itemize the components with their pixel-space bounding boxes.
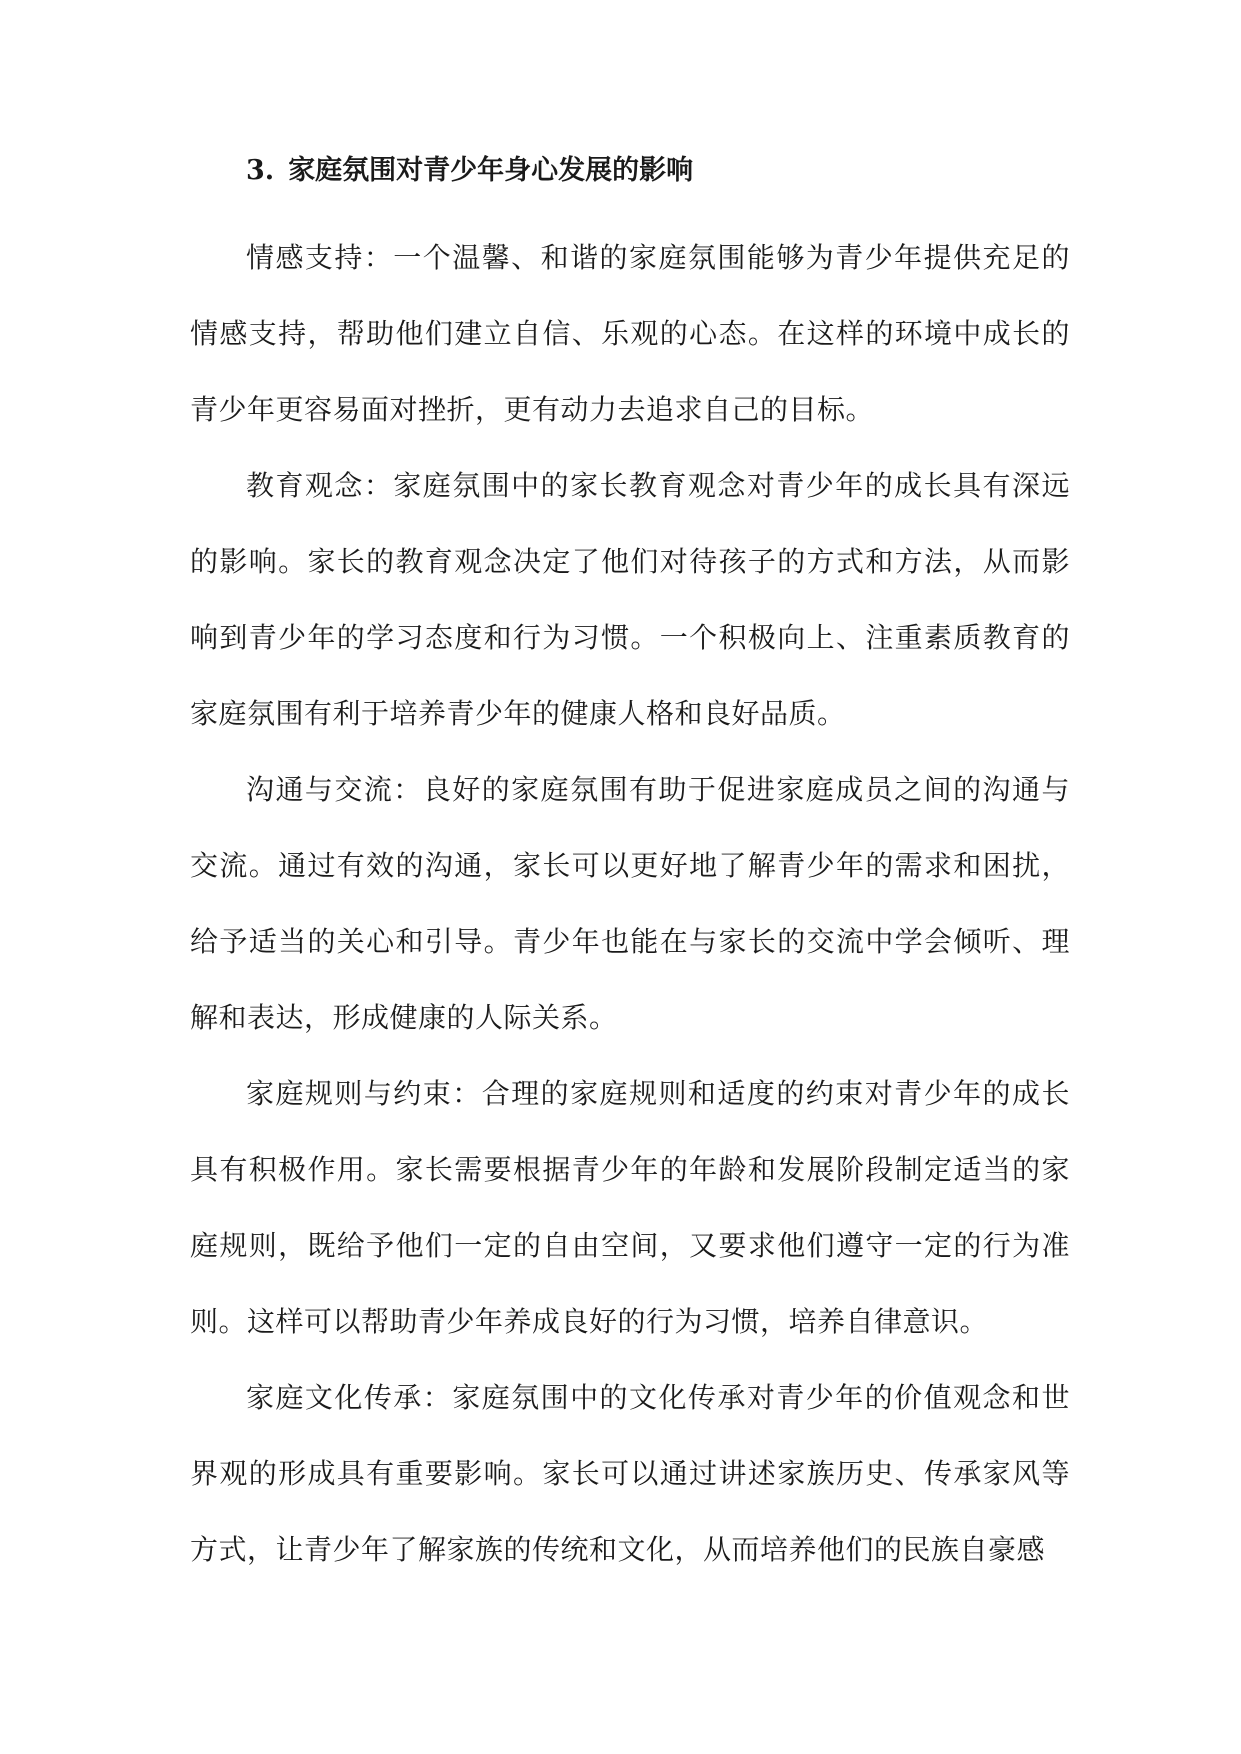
paragraph-emotional-support: 情感支持：一个温馨、和谐的家庭氛围能够为青少年提供充足的情感支持，帮助他们建立自信、乐观的心态。在这样的环境中成长的青少年更容易面对挫折，更有动力去追求自己的目标。 [190, 241, 1070, 426]
paragraph-family-rules: 家庭规则与约束：合理的家庭规则和适度的约束对青少年的成长具有积极作用。家长需要根据青少年的年龄和发展阶段制定适当的家庭规则，既给予他们一定的自由空间，又要求他们遵守一定的行为准则。这样可以帮助青少年养成良好的行为习惯，培养自律意识。 [190, 1077, 1070, 1338]
section-title: 家庭氛围对青少年身心发展的影响 [288, 155, 694, 186]
paragraph-family-culture: 家庭文化传承：家庭氛围中的文化传承对青少年的价值观念和世界观的形成具有重要影响。家长可以通过讲述家族历史、传承家风等方式，让青少年了解家族的传统和文化，从而培养他们的民族自豪感 [190, 1381, 1070, 1566]
section-number: 3. [246, 155, 275, 186]
paragraph-education-concept: 教育观念：家庭氛围中的家长教育观念对青少年的成长具有深远的影响。家长的教育观念决定了他们对待孩子的方式和方法，从而影响到青少年的学习态度和行为习惯。一个积极向上、注重素质教育的家庭氛围有利于培养青少年的健康人格和良好品质。 [190, 469, 1070, 730]
paragraph-communication: 沟通与交流：良好的家庭氛围有助于促进家庭成员之间的沟通与交流。通过有效的沟通，家长可以更好地了解青少年的需求和困扰，给予适当的关心和引导。青少年也能在与家长的交流中学会倾听、理解和表达，形成健康的人际关系。 [190, 773, 1070, 1034]
document-body [190, 220, 1070, 1588]
section-heading [246, 146, 693, 196]
